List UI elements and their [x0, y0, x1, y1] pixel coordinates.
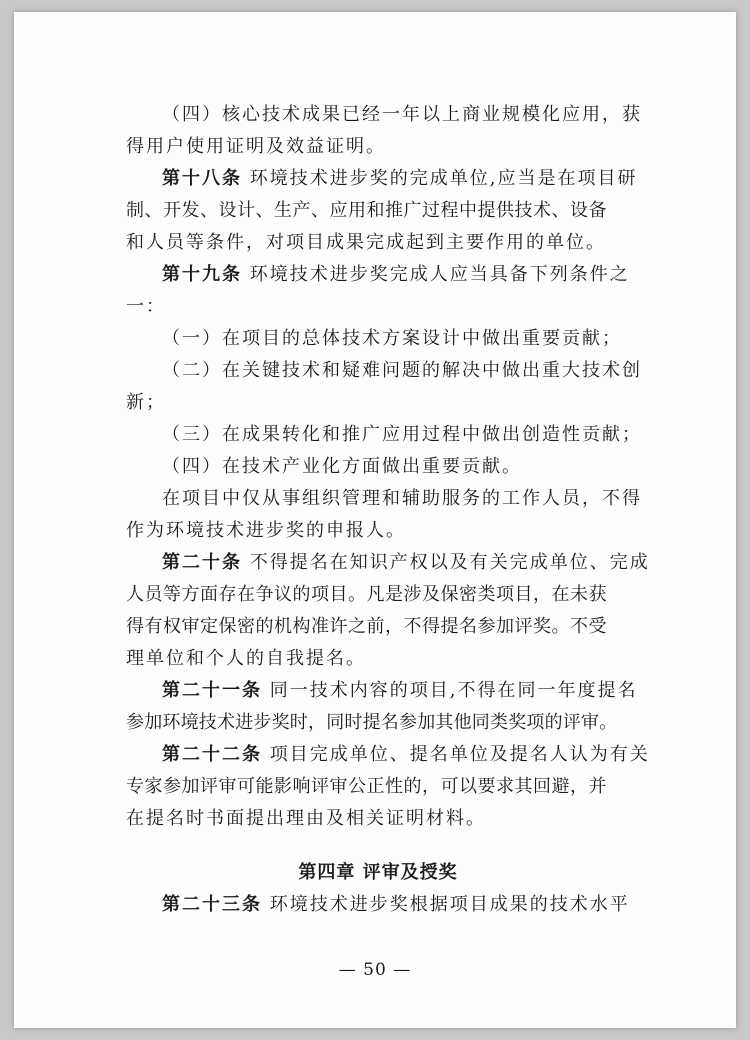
- text-line-2: 得用户使用证明及效益证明。: [126, 136, 386, 157]
- article-19-line-1: 第十九条 环境技术进步奖完成人应当具备下列条件之: [162, 264, 630, 285]
- article-21-line-2: 参加环境技术进步奖时，同时提名参加其他同类奖项的评审。: [126, 712, 618, 733]
- article-22-line-2: 专家参加评审可能影响评审公正性的，可以要求其回避，并: [126, 776, 607, 797]
- article-20-heading: 第二十条: [162, 552, 242, 573]
- article-21-heading: 第二十一条: [162, 680, 262, 701]
- article-21-line-1: 第二十一条 同一技术内容的项目,不得在同一年度提名: [162, 680, 638, 701]
- chapter-title: 第四章 评审及授奖: [298, 862, 458, 883]
- article-20-line-4: 理单位和个人的自我提名。: [126, 648, 366, 669]
- article-18-line-1: 第十八条 环境技术进步奖的完成单位,应当是在项目研: [162, 168, 638, 189]
- condition-1: （一）在项目的总体技术方案设计中做出重要贡献；: [162, 328, 622, 349]
- condition-4: （四）在技术产业化方面做出重要贡献。: [162, 456, 522, 477]
- text-line-1: （四）核心技术成果已经一年以上商业规模化应用，获: [162, 104, 642, 125]
- article-20-line-1: 第二十条 不得提名在知识产权以及有关完成单位、完成: [162, 552, 650, 573]
- article-22-heading: 第二十二条: [162, 744, 262, 765]
- article-23-line-1: 第二十三条 环境技术进步奖根据项目成果的技术水平: [162, 894, 630, 915]
- article-20-line-2: 人员等方面存在争议的项目。凡是涉及保密类项目，在未获: [126, 584, 607, 605]
- condition-2-line-2: 新；: [126, 392, 166, 413]
- article-23-heading: 第二十三条: [162, 894, 262, 915]
- article-19-heading: 第十九条: [162, 264, 242, 285]
- condition-2-line-1: （二）在关键技术和疑难问题的解决中做出重大技术创: [162, 360, 642, 381]
- article-22-line-1: 第二十二条 项目完成单位、提名单位及提名人认为有关: [162, 744, 650, 765]
- article-22-line-3: 在提名时书面提出理由及相关证明材料。: [126, 808, 486, 829]
- article-19-line-2: 一：: [126, 296, 166, 317]
- article-18-heading: 第十八条: [162, 168, 242, 189]
- exclusion-line-1: 在项目中仅从事组织管理和辅助服务的工作人员，不得: [162, 488, 642, 509]
- page-number: — 50 —: [338, 960, 412, 980]
- article-18-line-3: 和人员等条件，对项目成果完成起到主要作用的单位。: [126, 232, 606, 253]
- article-20-line-3: 得有权审定保密的机构准许之前，不得提名参加评奖。不受: [126, 616, 607, 637]
- condition-3: （三）在成果转化和推广应用过程中做出创造性贡献；: [162, 424, 642, 445]
- exclusion-line-2: 作为环境技术进步奖的申报人。: [126, 520, 406, 541]
- article-18-line-2: 制、开发、设计、生产、应用和推广过程中提供技术、设备: [126, 200, 607, 221]
